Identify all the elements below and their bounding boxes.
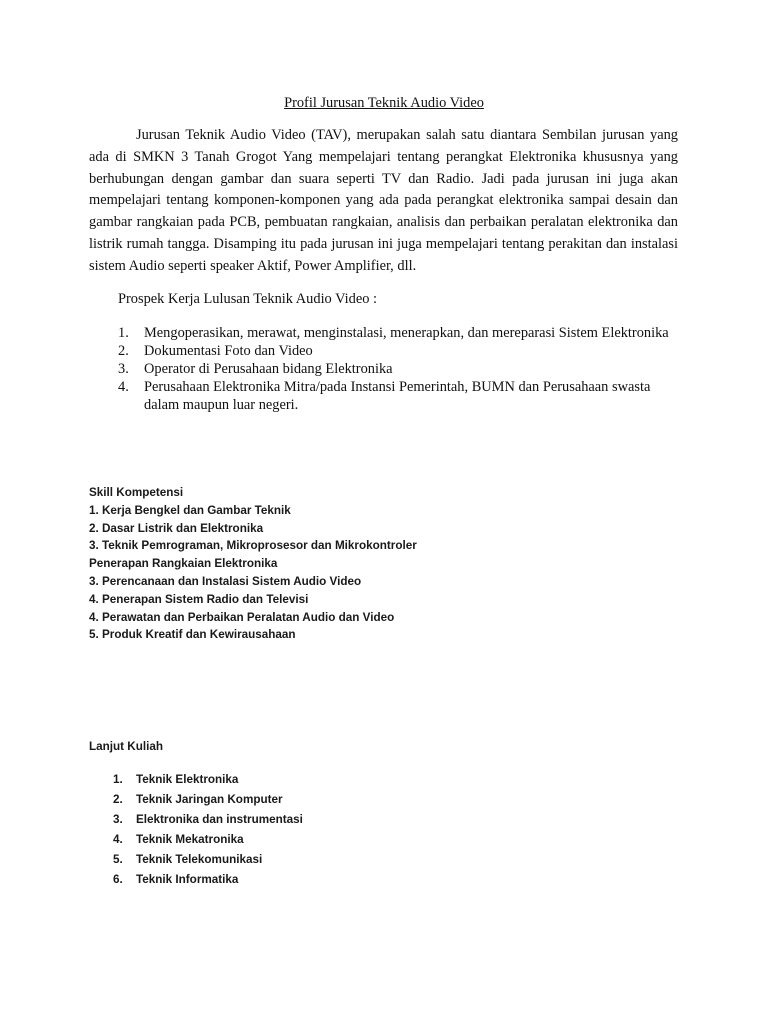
kuliah-item xyxy=(113,870,303,890)
kuliah-item-text: Teknik Elektronika xyxy=(136,773,239,786)
kuliah-item-text: Teknik Telekomunikasi xyxy=(136,853,263,866)
kuliah-item xyxy=(113,830,303,850)
list-number: 2. xyxy=(118,343,129,359)
skill-line: 4. Penerapan Sistem Radio dan Televisi xyxy=(89,592,309,606)
list-number: 6. xyxy=(113,873,123,886)
kuliah-item xyxy=(113,770,303,790)
skill-line: 2. Dasar Listrik dan Elektronika xyxy=(89,521,264,535)
skill-line: 1. Kerja Bengkel dan Gambar Teknik xyxy=(89,503,291,517)
prospek-list xyxy=(118,324,678,414)
skill-line: 3. Teknik Pemrograman, Mikroprosesor dan Mikrokontroler xyxy=(89,539,417,553)
prospek-item-text: Operator di Perusahaan bidang Elektronika xyxy=(144,361,393,377)
list-number: 4. xyxy=(118,379,129,395)
skill-line: 5. Produk Kreatif dan Kewirausahaan xyxy=(89,628,296,642)
kuliah-item-text: Elektronika dan instrumentasi xyxy=(136,813,303,826)
list-number: 4. xyxy=(113,833,123,846)
skill-line: 3. Perencanaan dan Instalasi Sistem Audio Video xyxy=(89,574,362,588)
document-title: Profil Jurusan Teknik Audio Video xyxy=(284,95,484,111)
prospek-item xyxy=(118,324,678,342)
list-number: 1. xyxy=(118,325,129,341)
prospek-item xyxy=(118,378,678,414)
kuliah-item-text: Teknik Informatika xyxy=(136,873,239,886)
prospek-item-text: Mengoperasikan, merawat, menginstalasi, menerapkan, dan mereparasi Sistem Elektronika xyxy=(144,325,669,341)
skill-line: 4. Perawatan dan Perbaikan Peralatan Audio dan Video xyxy=(89,610,395,624)
list-number: 5. xyxy=(113,853,123,866)
skill-section xyxy=(89,484,417,644)
prospek-item-text: Perusahaan Elektronika Mitra/pada Instansi Pemerintah, BUMN dan Perusahaan swasta dalam maupun luar negeri. xyxy=(144,379,651,413)
kuliah-item xyxy=(113,790,303,810)
kuliah-item xyxy=(113,850,303,870)
list-number: 2. xyxy=(113,793,123,806)
skill-heading: Skill Kompetensi xyxy=(89,486,184,499)
kuliah-heading: Lanjut Kuliah xyxy=(89,740,164,753)
kuliah-item-text: Teknik Jaringan Komputer xyxy=(136,793,283,806)
skill-line: Penerapan Rangkaian Elektronika xyxy=(89,557,278,571)
prospek-item xyxy=(118,342,678,360)
prospek-heading: Prospek Kerja Lulusan Teknik Audio Video : xyxy=(118,291,377,307)
list-number: 3. xyxy=(113,813,123,826)
prospek-item-text: Dokumentasi Foto dan Video xyxy=(144,343,313,359)
kuliah-list xyxy=(113,770,303,890)
prospek-item xyxy=(118,360,678,378)
intro-paragraph: Jurusan Teknik Audio Video (TAV), merupakan salah satu diantara Sembilan jurusan yang ada di SMKN 3 Tanah Grogot Yang mempelajari tentang perangkat Elektronika khususnya yang berhubungan dengan gambar dan suara seperti TV dan Radio. Jadi pada jurusan ini juga akan mempelajari tentang komponen-komponen yang ada pada perangkat elektronika sampai desain dan gambar rangkaian pada PCB, pembuatan rangkaian, analisis dan perbaikan peralatan elektronika dan listrik rumah tangga. Disamping itu pada jurusan ini juga mempelajari tentang perakitan dan instalasi sistem Audio seperti speaker Aktif, Power Amplifier, dll. xyxy=(89,127,678,274)
kuliah-item xyxy=(113,810,303,830)
list-number: 3. xyxy=(118,361,129,377)
list-number: 1. xyxy=(113,773,123,786)
kuliah-item-text: Teknik Mekatronika xyxy=(136,833,244,846)
